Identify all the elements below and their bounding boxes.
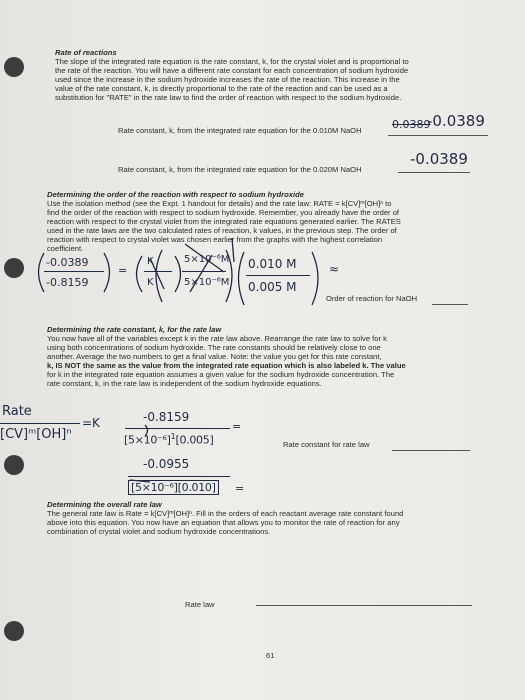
hw-denom-2-cv: 5×10⁻⁶ [135, 481, 174, 494]
paragraph-line: find the order of the reaction with respect to sodium hydroxide. Remember, you already have the order of [47, 208, 400, 217]
hw-power: 1 [170, 432, 176, 441]
paragraph-line: the rate of the reaction. You will have a different rate constant for each concentration of sodium hydroxide [55, 66, 409, 75]
paragraph-line: rate constant, k, in the rate law is independent of the sodium hydroxide equations. [47, 379, 322, 388]
paragraph-line: used since the increase in the sodium hydroxide increases the rate of the reaction. This increase in the [55, 75, 400, 84]
order-label: Order of reaction for NaOH [326, 294, 418, 303]
hw-approx: ≈ [329, 262, 340, 276]
fraction-bar [182, 271, 226, 272]
fraction-bar [144, 271, 172, 272]
crossed-out-value: 0.0389 [392, 118, 431, 131]
fraction-bar [125, 428, 230, 429]
hw-value-2: -0.0955 [143, 457, 190, 471]
paragraph-line: substitution for "RATE" in the rate law to find the order of reaction with respect to the sodium hydroxide. [55, 93, 402, 102]
hw-oh-bottom: 0.005 M [248, 280, 297, 294]
fraction-bar [128, 476, 230, 477]
hw-numerator-1: -0.0389 [46, 256, 89, 269]
hw-equals-2: = [232, 420, 242, 433]
hw-denominator: [CV]ᵐ[OH]ⁿ [0, 427, 72, 442]
rate-constant-010-label: Rate constant, k, from the integrated rate equation for the 0.010M NaOH [118, 126, 362, 135]
paragraph-line: You now have all of the variables except k in the rate law above. Rearrange the rate law to solve for k [47, 334, 387, 343]
hw-equals: = [118, 264, 128, 277]
hw-equals-k: =K [82, 416, 100, 430]
hw-denom-2-oh: 0.010 [181, 481, 212, 494]
hw-k-bottom: K [147, 277, 154, 288]
section-title-order: Determining the order of the reaction with respect to sodium hydroxide [47, 190, 304, 199]
section-title-rate-of-reactions: Rate of reactions [55, 48, 117, 57]
paragraph-line: above into this equation. You now have an equation that allows you to monitor the rate of reaction for any [47, 518, 400, 527]
answer-line [392, 450, 470, 451]
section-title-rate-constant: Determining the rate constant, k, for the rate law [47, 325, 222, 334]
page-number: 61 [266, 651, 275, 660]
hw-cv-top: 5×10⁻⁶M [184, 254, 230, 265]
paragraph-line: another. Average the two numbers to get a final value. Note: the value you get for this rate constant, [47, 352, 382, 361]
paragraph-line: reaction with respect to crystal violet was chosen earlier from the graphs with the highest correlation [47, 235, 383, 244]
hw-denom-2: [5×10⁻⁶][0.010] [128, 480, 219, 495]
paragraph-line: The slope of the integrated rate equation is the rate constant, k, for the crystal violet and is proportional to [55, 57, 409, 66]
rate-constant-020-value: -0.0389 [410, 150, 468, 168]
hw-cv-bottom: 5×10⁻⁶M [184, 277, 230, 288]
paragraph-line: k, IS NOT the same as the value from the integrated rate equation which is also labeled k. The value [47, 361, 406, 370]
rate-constant-label: Rate constant for rate law [283, 440, 370, 449]
fraction-bar [44, 271, 104, 272]
rate-law-label: Rate law [185, 600, 215, 609]
hw-denom-1-cv: 5×10⁻⁶ [128, 433, 167, 447]
hw-rate: Rate [2, 404, 32, 419]
hw-k-top: K [147, 256, 154, 267]
hw-equals-3: = [235, 482, 245, 495]
hw-denom-1: $[5\times 10^{-6}]^1[0.005]$ [124, 432, 214, 447]
paragraph-line: using both concentrations of sodium hydroxide. The rate constants should be relatively close to one [47, 343, 381, 352]
paragraph-line: for k in the integrated rate equation assumes a given value for the sodium hydroxide concentration. The [47, 370, 395, 379]
hw-denom-1-oh: 0.005 [179, 433, 210, 447]
fraction-bar [0, 423, 80, 424]
paragraph-line: combination of crystal violet and sodium hydroxide concentrations. [47, 527, 271, 536]
hw-oh-top: 0.010 M [248, 257, 297, 271]
answer-line [256, 605, 472, 606]
paragraph-line: reaction with respect to the crystal violet from the integrated rate equations generated earlier. The RATES [47, 217, 401, 226]
paragraph-line: The general rate law is Rate = k[CV]ᵐ[OH]ⁿ. Fill in the orders of each reactant average rate constant found [47, 509, 404, 518]
paragraph-line: coefficient. [47, 244, 84, 253]
paragraph-line: used in the rate laws are the two calculated rates of reaction, k values, in the previous step. The order of [47, 226, 397, 235]
rate-constant-010-value: -0.0389 [427, 112, 485, 130]
hw-value-1: -0.8159 [143, 410, 190, 424]
fraction-bar [246, 275, 310, 276]
answer-line [432, 304, 468, 305]
hw-denominator-1: -0.8159 [46, 276, 89, 289]
rate-constant-020-label: Rate constant, k, from the integrated rate equation for the 0.020M NaOH [118, 165, 362, 174]
paragraph-line: Use the isolation method (see the Expt. 1 handout for details) and the rate law: RATE = k[CV]ᵐ[OH]ⁿ to [47, 199, 392, 208]
paragraph-line: value of the rate constant, k, is directly proportional to the rate of the reaction and can be used as a [55, 84, 388, 93]
section-title-overall-rate-law: Determining the overall rate law [47, 500, 162, 509]
